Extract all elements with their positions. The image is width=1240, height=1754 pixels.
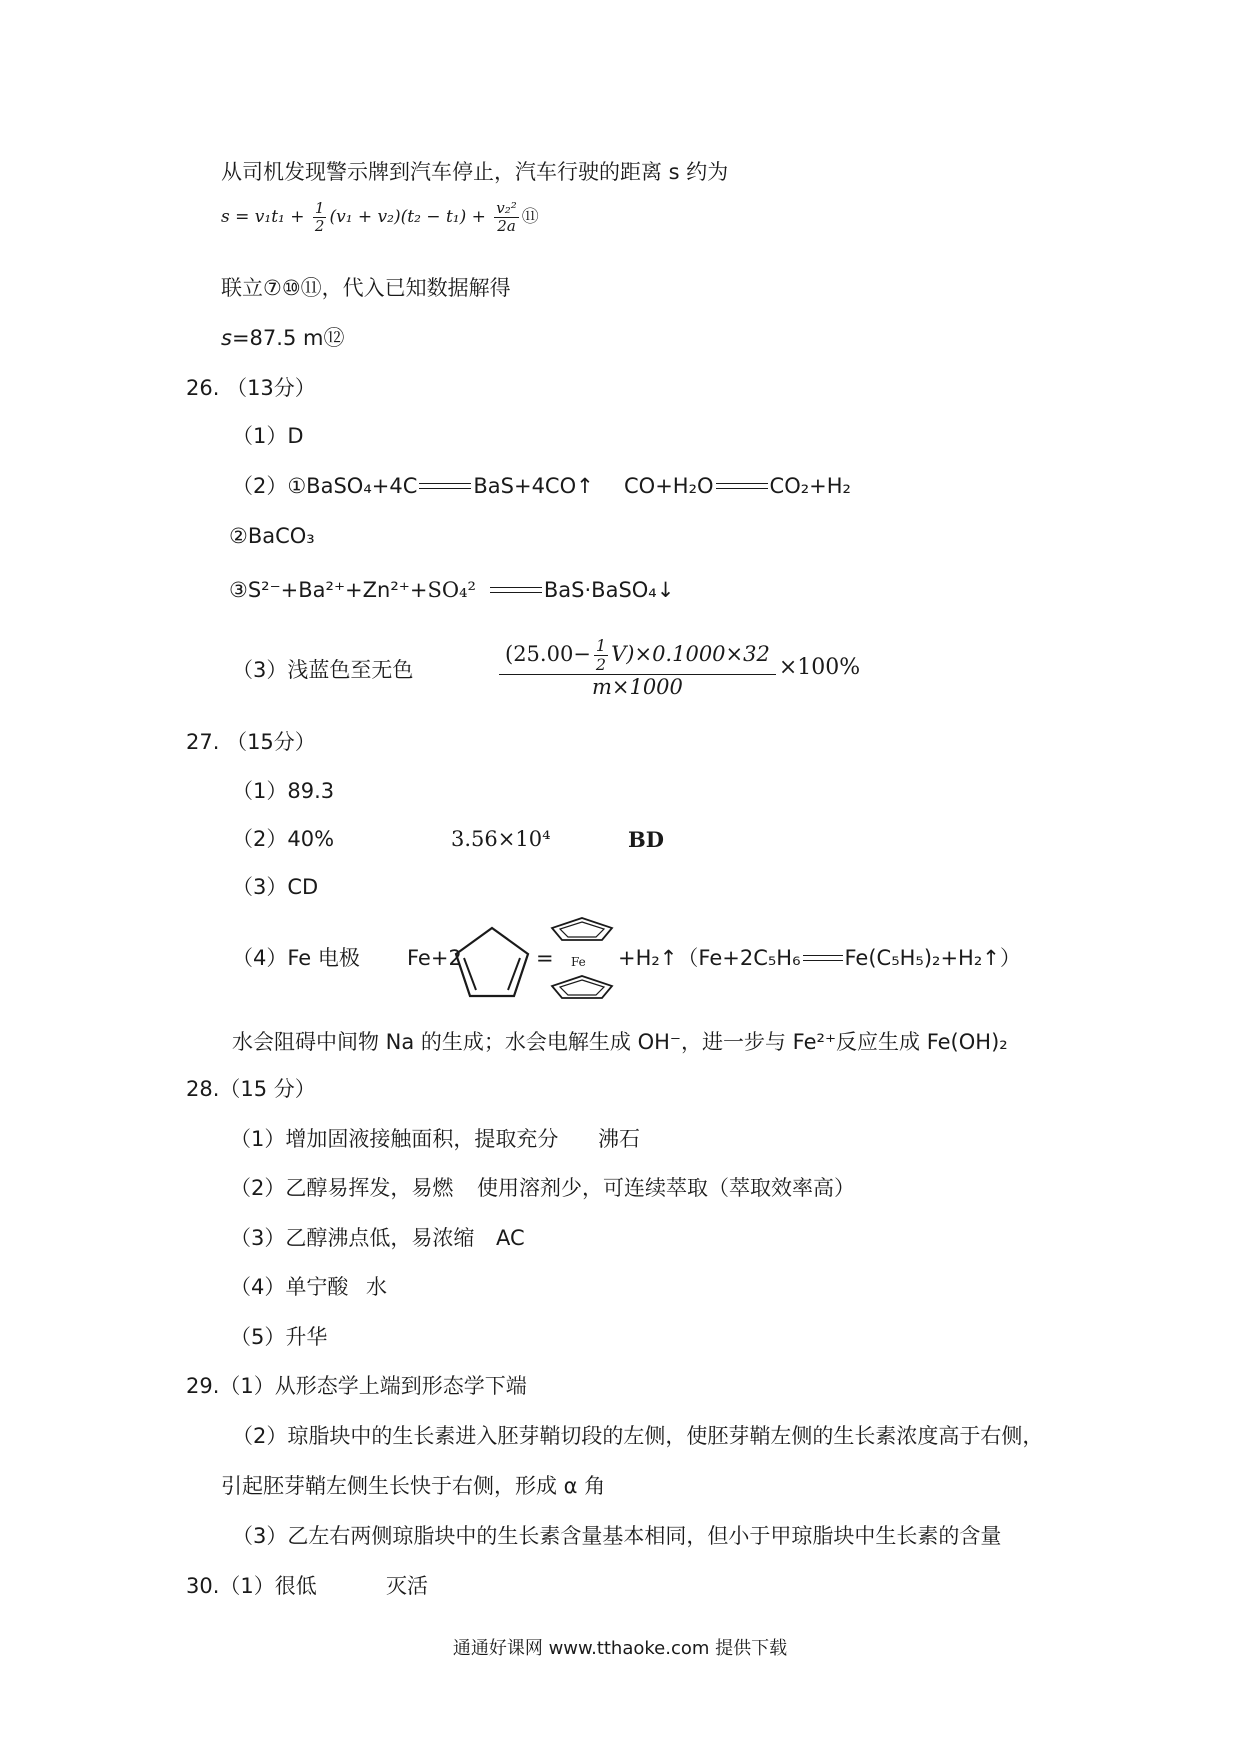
- q28-part-4b: 水: [366, 1275, 387, 1299]
- fraction-numerator: 1: [595, 636, 607, 655]
- equilibrium-double-line-icon: [803, 954, 843, 964]
- q27-part-1: （1）89.3: [232, 779, 335, 803]
- q27-part-3: （3）CD: [232, 875, 319, 899]
- q29-line-3: 引起胚芽鞘左侧生长快于右侧，形成 α 角: [221, 1474, 606, 1498]
- q28-part-3: （3）乙醇沸点低，易浓缩: [230, 1226, 475, 1250]
- fraction-denominator: 2a: [497, 216, 516, 235]
- ferrocene-fe-label: Fe: [571, 955, 586, 969]
- q28-part-4: （4）单宁酸: [230, 1275, 349, 1299]
- q27-part-4-label: （4）Fe 电极: [232, 946, 360, 970]
- equation-lhs: （2）①BaSO₄+4C: [232, 474, 418, 498]
- fraction-denominator: 2: [314, 216, 325, 235]
- cyclopentadiene-ring-icon: [450, 922, 534, 1002]
- q27-part-4-products: [618, 946, 1021, 971]
- q27-part-2-answer: BD: [628, 827, 664, 852]
- q28-part-2: （2）乙醇易挥发，易燃: [230, 1176, 454, 1200]
- q27-header: 27. （15分）: [186, 730, 316, 754]
- titration-fraction: [499, 637, 776, 699]
- page-footer: 通通好课网 www.tthaoke.com 提供下载: [452, 1638, 788, 1659]
- sulfate-ion: SO₄²: [427, 578, 476, 602]
- q28-part-3b: AC: [496, 1226, 525, 1250]
- equation-lhs: ③S²⁻+Ba²⁺+Zn²⁺+: [229, 578, 428, 602]
- formula-half-fraction: [313, 200, 327, 235]
- equation-lhs: +H₂↑（Fe+2C₅H₆: [618, 946, 801, 970]
- q26-part-2c: [229, 578, 674, 603]
- formula-marker: ⑪: [521, 206, 539, 227]
- equation-rhs: BaS·BaSO₄↓: [543, 578, 675, 602]
- half-fraction: [594, 637, 608, 674]
- q26-part-3-label: （3）浅蓝色至无色: [232, 658, 414, 682]
- equilibrium-double-line-icon: [716, 482, 768, 492]
- fraction-numerator: [499, 637, 776, 675]
- q28-part-1: （1）增加固液接触面积，提取充分: [230, 1127, 559, 1151]
- formula-lhs: s = v₁t₁ +: [221, 206, 310, 227]
- formula-middle: (v₁ + v₂)(t₂ − t₁) +: [329, 206, 492, 227]
- q27-part-2-k: 3.56×10⁴: [451, 827, 551, 851]
- q29-line-1: 29.（1）从形态学上端到形态学下端: [186, 1374, 527, 1398]
- formula-v-fraction: [494, 200, 519, 235]
- fraction-denominator: 2: [595, 654, 607, 674]
- q26-part-1: （1）D: [232, 424, 304, 448]
- q30-line-1: 30.（1）很低: [186, 1574, 317, 1598]
- equilibrium-double-line-icon: [419, 482, 471, 492]
- equation-lhs: CO+H₂O: [624, 474, 714, 498]
- numerator-part-b: V)×0.1000×32: [611, 642, 770, 666]
- percent-tail: ×100%: [778, 655, 861, 681]
- q26-part-2-eq2: [624, 474, 851, 499]
- equilibrium-double-line-icon: [490, 586, 542, 596]
- fraction-numerator: v₂²: [496, 199, 517, 217]
- result-value: =87.5 m⑫: [231, 326, 345, 350]
- q26-header: 26. （13分）: [186, 376, 316, 400]
- q27-part-4-note: 水会阻碍中间物 Na 的生成；水会电解生成 OH⁻，进一步与 Fe²⁺反应生成 Fe(OH)₂: [232, 1030, 1008, 1054]
- q27-part-4-equals: =: [536, 946, 554, 970]
- fraction-numerator: 1: [314, 199, 325, 217]
- equation-rhs: CO₂+H₂: [769, 474, 851, 498]
- q26-part-2b: ②BaCO₃: [229, 524, 315, 548]
- physics-result: [221, 326, 344, 351]
- q30-line-1b: 灭活: [386, 1574, 428, 1598]
- equation-rhs: Fe(C₅H₅)₂+H₂↑）: [844, 946, 1021, 970]
- physics-formula: [221, 200, 539, 235]
- q26-part-2: [232, 474, 594, 499]
- q27-part-2: （2）40%: [232, 827, 335, 851]
- fraction-denominator: m×1000: [591, 674, 683, 699]
- q28-header: 28.（15 分）: [186, 1077, 316, 1101]
- equation-rhs: BaS+4CO↑: [473, 474, 594, 498]
- physics-line-1: 从司机发现警示牌到汽车停止，汽车行驶的距离 s 约为: [221, 160, 729, 184]
- numerator-part-a: (25.00−: [505, 642, 591, 666]
- q29-line-2: （2）琼脂块中的生长素进入胚芽鞘切段的左侧，使胚芽鞘左侧的生长素浓度高于右侧，: [232, 1424, 1044, 1448]
- q28-part-5: （5）升华: [230, 1325, 328, 1349]
- result-variable: s: [221, 326, 232, 350]
- q28-part-2b: 使用溶剂少，可连续萃取（萃取效率高）: [477, 1176, 855, 1200]
- q26-part-3-formula: [496, 637, 860, 699]
- q28-part-1b: 沸石: [598, 1127, 640, 1151]
- q27-part-4-reactant: Fe+2: [407, 946, 462, 970]
- physics-line-2: 联立⑦⑩⑪，代入已知数据解得: [221, 276, 511, 300]
- q29-line-4: （3）乙左右两侧琼脂块中的生长素含量基本相同，但小于甲琼脂块中生长素的含量: [232, 1524, 1002, 1548]
